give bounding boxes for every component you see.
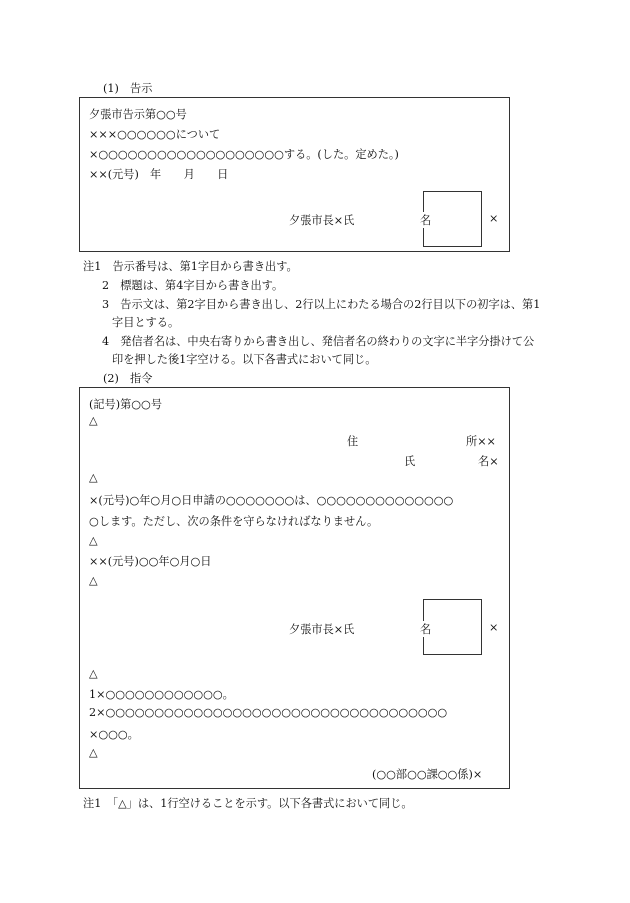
note-1-1: 注1 告示番号は、第1字目から書き出す。 — [83, 260, 298, 273]
kokuji-date-line: ××(元号) 年 月 日 — [89, 168, 229, 181]
department-line: (○○部○○課○○係)× — [372, 768, 483, 781]
shirei-seal-label: 名 — [420, 623, 432, 636]
blank-line-mark: △ — [89, 471, 98, 484]
kokuji-seal-label: 名 — [420, 214, 432, 227]
blank-line-mark: △ — [89, 414, 98, 427]
note-1-3: 3 告示文は、第2字目から書き出し、2行以上にわたる場合の2行目以下の初字は、第1 — [102, 298, 541, 311]
shirei-signer: 夕張市長×氏 — [289, 623, 355, 636]
shirei-number-line: (記号)第○○号 — [89, 398, 163, 411]
blank-line-mark: △ — [89, 574, 98, 587]
condition-2-line-2: ×○○○。 — [89, 728, 139, 741]
note-2-1: 注1 「△」は、1行空けることを示す。以下各書式において同じ。 — [83, 797, 413, 810]
note-1-3-cont: 字目とする。 — [112, 316, 180, 329]
shirei-body-line-2: ○します。ただし、次の条件を守らなければなりません。 — [89, 515, 379, 528]
kokuji-body-line: ×○○○○○○○○○○○○○○○○○○○する。(した。定めた。) — [89, 148, 399, 161]
blank-line-mark: △ — [89, 667, 98, 680]
address-label-right: 所×× — [466, 435, 496, 448]
shirei-trailing-mark: × — [489, 621, 499, 634]
shirei-form-box — [79, 387, 510, 789]
address-label-left: 住 — [347, 435, 359, 448]
section-heading-shirei: (2) 指令 — [103, 372, 153, 385]
shirei-body-line-1: ×(元号)○年○月○日申請の○○○○○○○は、○○○○○○○○○○○○○○ — [89, 494, 454, 507]
kokuji-title-line: ×××○○○○○○について — [89, 128, 221, 141]
shirei-date-line: ××(元号)○○年○月○日 — [89, 555, 212, 568]
kokuji-signer: 夕張市長×氏 — [289, 214, 355, 227]
condition-1: 1×○○○○○○○○○○○○。 — [89, 688, 234, 701]
kokuji-number-line: 夕張市告示第○○号 — [89, 108, 187, 121]
note-1-2: 2 標題は、第4字目から書き出す。 — [102, 279, 284, 292]
blank-line-mark: △ — [89, 534, 98, 547]
condition-2-line-1: 2×○○○○○○○○○○○○○○○○○○○○○○○○○○○○○○○○○○○ — [89, 706, 448, 719]
name-label-right: 名× — [478, 455, 499, 468]
name-label-left: 氏 — [404, 455, 416, 468]
note-1-4: 4 発信者名は、中央右寄りから書き出し、発信者名の終わりの文字に半字分掛けて公 — [102, 335, 535, 348]
kokuji-trailing-mark: × — [489, 212, 499, 225]
note-1-4-cont: 印を押した後1字空ける。以下各書式において同じ。 — [112, 353, 377, 366]
blank-line-mark: △ — [89, 746, 98, 759]
section-heading-kokuji: (1) 告示 — [103, 82, 153, 95]
